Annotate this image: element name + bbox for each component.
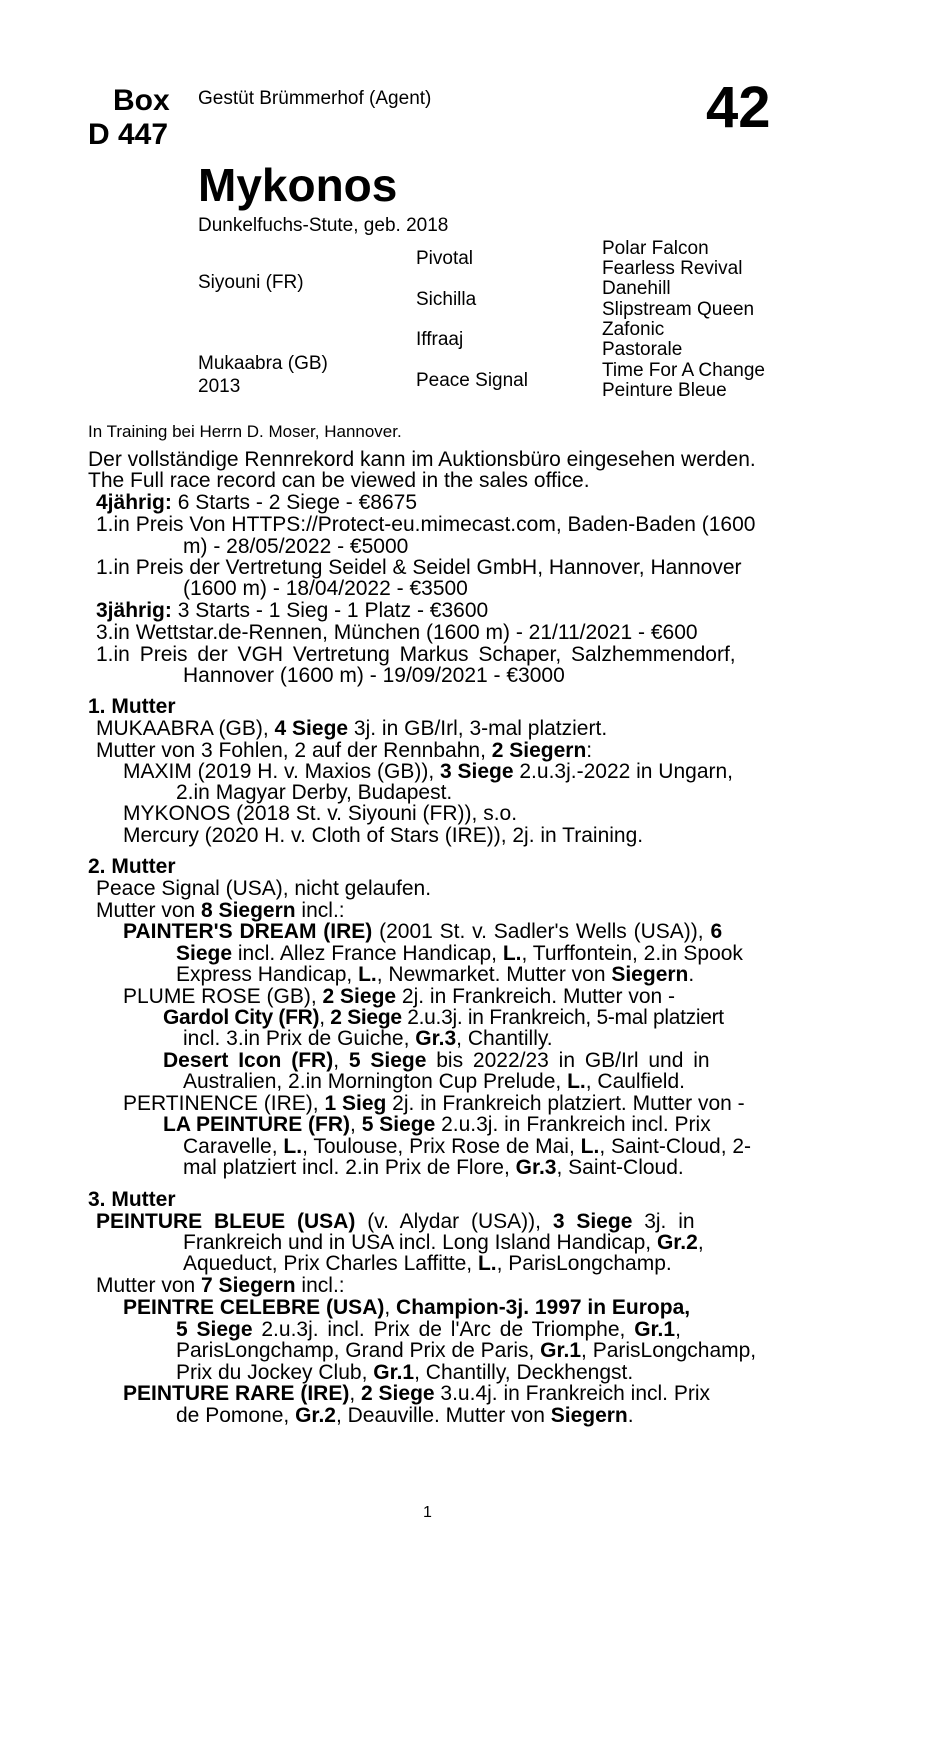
- text-fragment: Prix du Jockey Club,: [176, 1361, 374, 1384]
- text-fragment: 3 Siege: [552, 1210, 633, 1233]
- text-fragment: (v. Alydar (USA)),: [355, 1210, 553, 1233]
- pedigree-dam-dam: Peace Signal: [416, 370, 528, 391]
- text-fragment: , Chantilly, Deckhengst.: [414, 1361, 634, 1384]
- text-fragment: 8 Siegern: [201, 899, 296, 922]
- age3-race2-line2: Hannover (1600 m) - 19/09/2021 - €3000: [183, 664, 565, 687]
- text-fragment: , ParisLongchamp,: [581, 1339, 757, 1362]
- text-fragment: 2.u.3j. in Frankreich incl. Prix: [435, 1113, 711, 1136]
- text-fragment: , ParisLongchamp.: [496, 1252, 672, 1275]
- text-fragment: incl.:: [295, 1274, 345, 1297]
- text-fragment: ,: [675, 1318, 681, 1341]
- text-fragment: Gr.1: [540, 1339, 582, 1362]
- text-fragment: 2 Siegern: [491, 739, 587, 762]
- age4-stats: 6 Starts - 2 Siege - €8675: [171, 491, 417, 514]
- text-fragment: ParisLongchamp, Grand Prix de Paris,: [176, 1339, 541, 1362]
- text-fragment: 5 Siege: [348, 1049, 427, 1072]
- text-fragment: L.: [358, 963, 377, 986]
- age3-race2-line1: 1.in Preis der VGH Vertretung Markus Schaper, Salzhemmendorf,: [96, 643, 736, 666]
- text-fragment: ,: [350, 1113, 362, 1136]
- text-fragment: , Deauville. Mutter von: [335, 1404, 551, 1427]
- text-fragment: , Saint-Cloud.: [556, 1156, 684, 1179]
- text-fragment: PERTINENCE (IRE),: [123, 1092, 325, 1115]
- text-fragment: Australien, 2.in Mornington Cup Prelude,: [183, 1070, 568, 1093]
- dam3-heading: 3. Mutter: [88, 1188, 176, 1211]
- page-number: 1: [423, 1504, 432, 1521]
- age4-label: 4jährig:: [96, 491, 172, 514]
- pedigree-dam: Mukaabra (GB): [198, 353, 328, 374]
- text-fragment: 3.u.4j. in Frankreich incl. Prix: [434, 1382, 711, 1405]
- peintre-celebre-line3: [176, 1339, 756, 1363]
- text-fragment: Siegern: [550, 1404, 628, 1427]
- dam1-foal-mykonos: MYKONOS (2018 St. v. Siyouni (FR)), s.o.: [123, 802, 518, 825]
- desert-icon-line2: [183, 1070, 685, 1094]
- text-fragment: 2.u.3j. incl. Prix de l'Arc de Triomphe,: [252, 1318, 635, 1341]
- text-fragment: incl. Allez France Handicap,: [232, 942, 503, 965]
- text-fragment: Gardol City (FR): [163, 1006, 320, 1029]
- text-fragment: Mutter von: [96, 1274, 202, 1297]
- text-fragment: 5 Siege: [361, 1113, 436, 1136]
- text-fragment: 3 Siege: [440, 760, 514, 783]
- text-fragment: Gr.2: [295, 1404, 336, 1427]
- pedigree-g4: Slipstream Queen: [602, 299, 755, 320]
- pedigree-sire-sire: Pivotal: [416, 248, 474, 269]
- la-peinture-line3: [183, 1156, 684, 1180]
- box-label: Box: [113, 84, 170, 117]
- text-fragment: 2 Siege: [322, 985, 397, 1008]
- peinture-rare-line2: [176, 1404, 634, 1428]
- dam1-line1: [96, 717, 607, 741]
- text-fragment: 2j. in Frankreich. Mutter von -: [396, 985, 676, 1008]
- text-fragment: 6: [710, 920, 723, 943]
- text-fragment: 3j. in: [632, 1210, 695, 1233]
- text-fragment: Gr.1: [634, 1318, 676, 1341]
- text-fragment: 2 Siege: [330, 1006, 402, 1029]
- pedigree-g6: Pastorale: [602, 339, 683, 360]
- text-fragment: Mutter von: [96, 899, 202, 922]
- pedigree-g2: Fearless Revival: [602, 258, 743, 279]
- text-fragment: 2j. in Frankreich platziert. Mutter von -: [386, 1092, 745, 1115]
- text-fragment: bis 2022/23 in GB/Irl und in: [426, 1049, 710, 1072]
- dam1-foal-maxim-line2: 2.in Magyar Derby, Budapest.: [176, 781, 453, 804]
- text-fragment: Siege: [176, 942, 233, 965]
- dam3-line2: [96, 1274, 345, 1298]
- text-fragment: Caravelle,: [183, 1135, 284, 1158]
- text-fragment: PEINTURE BLEUE (USA): [96, 1210, 356, 1233]
- text-fragment: incl.:: [295, 899, 345, 922]
- text-fragment: 7 Siegern: [201, 1274, 296, 1297]
- peinture-rare-line1: [123, 1382, 710, 1406]
- pedigree-g5: Zafonic: [602, 319, 665, 340]
- peintre-celebre-line1: [123, 1296, 690, 1320]
- text-fragment: Champion-3j. 1997 in Europa,: [396, 1296, 691, 1319]
- record-note-de: Der vollständige Rennrekord kann im Auktionsbüro eingesehen werden.: [88, 448, 756, 471]
- text-fragment: 2.u.3j. in Frankreich, 5-mal platziert: [401, 1006, 724, 1029]
- text-fragment: , Caulfield.: [585, 1070, 685, 1093]
- record-note-en: The Full race record can be viewed in the sales office.: [88, 469, 590, 492]
- lot-number: 42: [706, 75, 771, 140]
- age3-stats: 3 Starts - 1 Sieg - 1 Platz - €3600: [171, 599, 489, 622]
- text-fragment: Siegern: [611, 963, 689, 986]
- text-fragment: Mutter von 3 Fohlen, 2 auf der Rennbahn,: [96, 739, 492, 762]
- training-note: In Training bei Herrn D. Moser, Hannover.: [88, 422, 402, 441]
- text-fragment: Gr.3: [415, 1027, 457, 1050]
- age4-race2-line1: 1.in Preis der Vertretung Seidel & Seidel GmbH, Hannover, Hannover: [96, 556, 742, 579]
- la-peinture-line1: [163, 1113, 711, 1137]
- text-fragment: 2 Siege: [361, 1382, 435, 1405]
- text-fragment: 4 Siege: [274, 717, 349, 740]
- horse-name: Mykonos: [198, 159, 398, 211]
- text-fragment: L.: [477, 1252, 497, 1275]
- text-fragment: (2001 St. v. Sadler's Wells (USA)),: [372, 920, 711, 943]
- pedigree-g3: Danehill: [602, 278, 671, 299]
- text-fragment: PEINTURE RARE (IRE): [123, 1382, 350, 1405]
- painters-dream-line3: [176, 963, 694, 987]
- age3-summary: [96, 599, 488, 623]
- text-fragment: , Saint-Cloud, 2-: [599, 1135, 752, 1158]
- pedigree-g1: Polar Falcon: [602, 238, 709, 259]
- dam2-heading: 2. Mutter: [88, 855, 176, 878]
- painters-dream-line1: [123, 920, 722, 944]
- text-fragment: ,: [697, 1231, 704, 1254]
- text-fragment: Express Handicap,: [176, 963, 359, 986]
- text-fragment: 2.u.3j.-2022 in Ungarn,: [513, 760, 734, 783]
- seller-name: Gestüt Brümmerhof (Agent): [198, 88, 432, 109]
- text-fragment: Aqueduct, Prix Charles Laffitte,: [183, 1252, 478, 1275]
- dam1-foal-mercury: Mercury (2020 H. v. Cloth of Stars (IRE)), 2j. in Training.: [123, 824, 644, 847]
- text-fragment: 3j. in GB/Irl, 3-mal platziert.: [348, 717, 608, 740]
- age4-race1-line1: 1.in Preis Von HTTPS://Protect-eu.mimecast.com, Baden-Baden (1600: [96, 513, 756, 536]
- pedigree-sire: Siyouni (FR): [198, 272, 304, 293]
- text-fragment: PEINTRE CELEBRE (USA): [123, 1296, 385, 1319]
- text-fragment: PLUME ROSE (GB),: [123, 985, 323, 1008]
- pedigree-g8: Peinture Bleue: [602, 380, 727, 401]
- box-number: D 447: [88, 118, 169, 151]
- pedigree-g7: Time For A Change: [602, 360, 765, 381]
- age4-race1-line2: m) - 28/05/2022 - €5000: [183, 535, 409, 558]
- text-fragment: LA PEINTURE (FR): [163, 1113, 351, 1136]
- text-fragment: , Toulouse, Prix Rose de Mai,: [302, 1135, 581, 1158]
- horse-description: Dunkelfuchs-Stute, geb. 2018: [198, 215, 449, 236]
- pedigree-sire-dam: Sichilla: [416, 289, 477, 310]
- text-fragment: de Pomone,: [176, 1404, 296, 1427]
- age4-summary: [96, 491, 417, 515]
- text-fragment: ,: [384, 1296, 397, 1319]
- text-fragment: mal platziert incl. 2.in Prix de Flore,: [183, 1156, 516, 1179]
- text-fragment: L.: [502, 942, 522, 965]
- text-fragment: Desert Icon (FR): [163, 1049, 334, 1072]
- text-fragment: , Chantilly.: [456, 1027, 553, 1050]
- text-fragment: :: [586, 739, 593, 762]
- text-fragment: L.: [283, 1135, 303, 1158]
- dam2-line1: Peace Signal (USA), nicht gelaufen.: [96, 877, 432, 900]
- text-fragment: L.: [580, 1135, 600, 1158]
- text-fragment: ,: [333, 1049, 349, 1072]
- age4-race2-line2: (1600 m) - 18/04/2022 - €3500: [183, 577, 468, 600]
- age3-race1: 3.in Wettstar.de-Rennen, München (1600 m) - 21/11/2021 - €600: [96, 621, 698, 644]
- dam1-heading: 1. Mutter: [88, 695, 176, 718]
- gardol-city-line2: [183, 1027, 553, 1051]
- text-fragment: Gr.3: [515, 1156, 557, 1179]
- text-fragment: L.: [567, 1070, 586, 1093]
- text-fragment: ,: [349, 1382, 362, 1405]
- peinture-bleue-line3: [183, 1252, 672, 1276]
- text-fragment: Frankreich und in USA incl. Long Island Handicap,: [183, 1231, 657, 1254]
- text-fragment: MAXIM (2019 H. v. Maxios (GB)),: [123, 760, 440, 783]
- pedigree-dam-sire: Iffraaj: [416, 329, 464, 350]
- text-fragment: 1 Sieg: [324, 1092, 387, 1115]
- text-fragment: , Newmarket. Mutter von: [376, 963, 612, 986]
- text-fragment: Gr.2: [656, 1231, 698, 1254]
- text-fragment: PAINTER'S DREAM (IRE): [123, 920, 373, 943]
- age3-label: 3jährig:: [96, 599, 172, 622]
- text-fragment: MUKAABRA (GB),: [96, 717, 275, 740]
- text-fragment: 5 Siege: [176, 1318, 253, 1341]
- text-fragment: Gr.1: [373, 1361, 415, 1384]
- pedigree-dam-year: 2013: [198, 376, 241, 397]
- text-fragment: .: [627, 1404, 634, 1427]
- text-fragment: .: [688, 963, 695, 986]
- text-fragment: ,: [319, 1006, 331, 1029]
- text-fragment: , Turffontein, 2.in Spook: [521, 942, 743, 965]
- text-fragment: incl. 3.in Prix de Guiche,: [183, 1027, 416, 1050]
